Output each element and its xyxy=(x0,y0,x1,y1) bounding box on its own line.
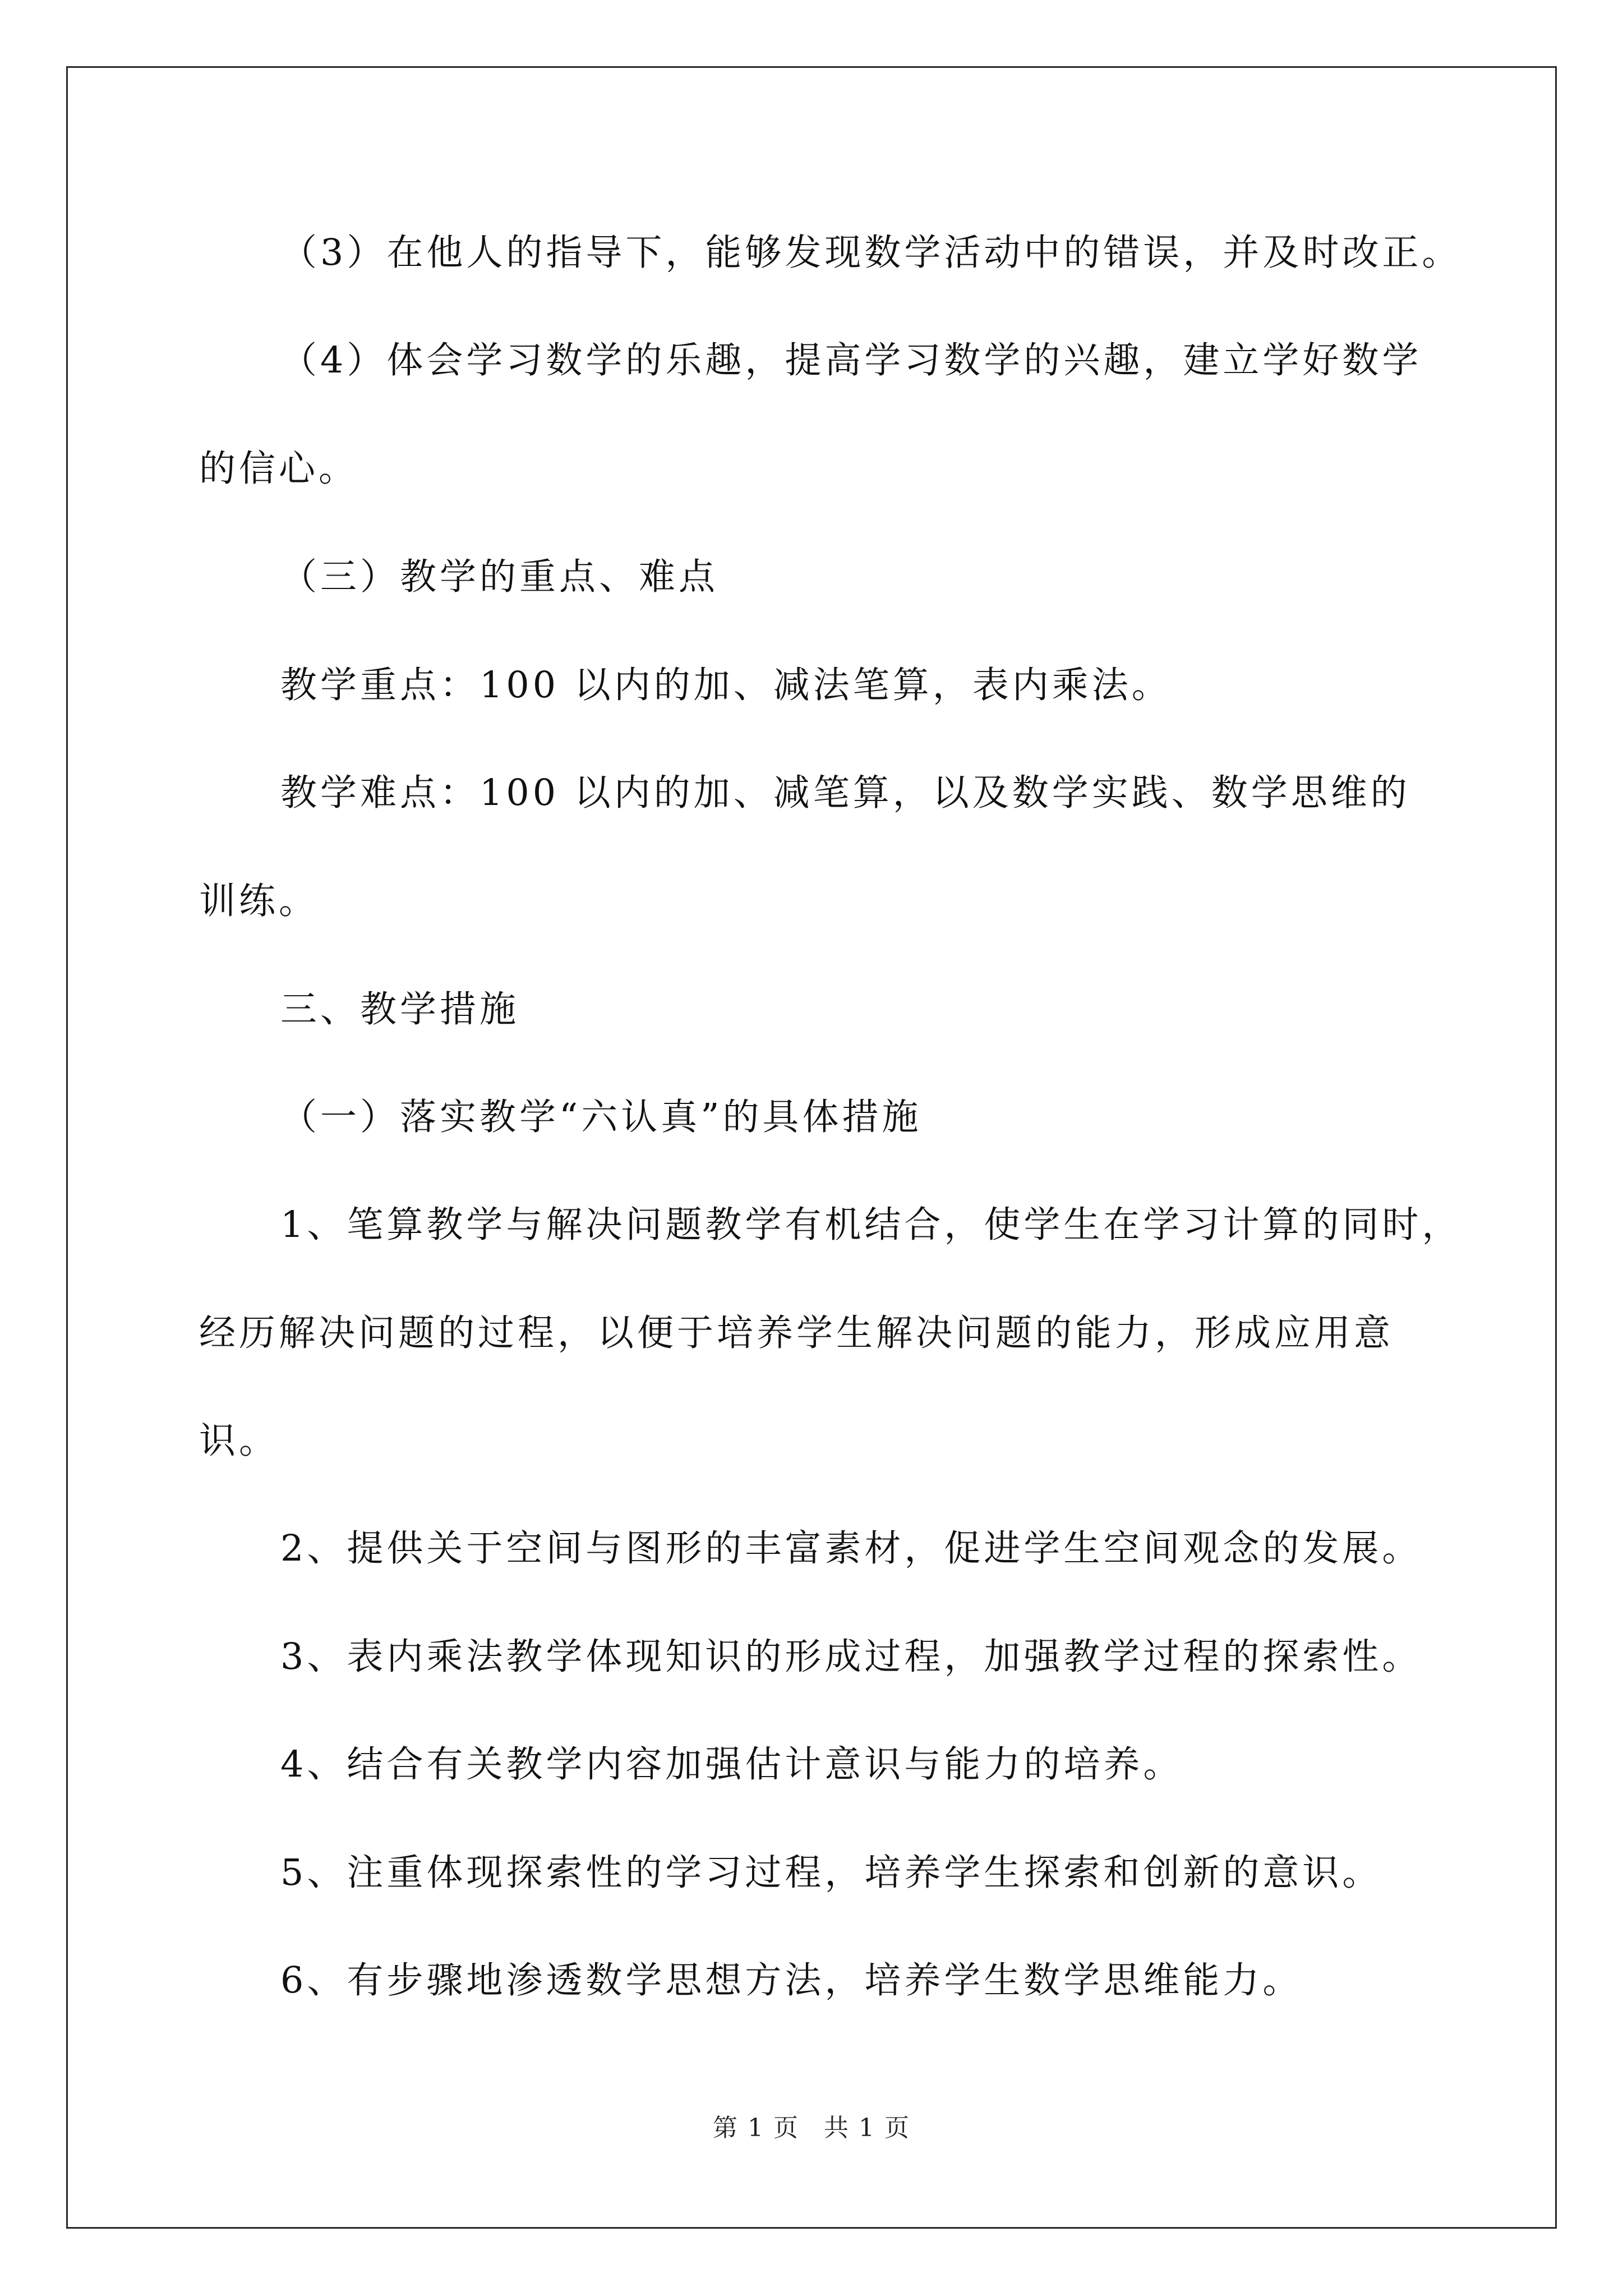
section-heading: （三）教学的重点、难点 xyxy=(280,556,719,598)
paragraph-line: 3、表内乘法教学体现知识的形成过程，加强教学过程的探索性。 xyxy=(280,1636,1422,1678)
paragraph-line: 识。 xyxy=(199,1420,279,1462)
paragraph-line: （4）体会学习数学的乐趣，提高学习数学的兴趣，建立学好数学 xyxy=(280,339,1422,381)
paragraph-line: 经历解决问题的过程，以便于培养学生解决问题的能力，形成应用意 xyxy=(199,1312,1394,1354)
paragraph-line: 4、结合有关教学内容加强估计意识与能力的培养。 xyxy=(280,1743,1183,1786)
paragraph-line: 6、有步骤地渗透数学思想方法，培养学生数学思维能力。 xyxy=(280,1959,1303,2001)
paragraph-line: 1、笔算教学与解决问题教学有机结合，使学生在学习计算的同时， xyxy=(280,1204,1462,1246)
paragraph-line: 教学重点：100 以内的加、减法笔算，表内乘法。 xyxy=(280,664,1172,706)
section-heading: （一）落实教学“六认真”的具体措施 xyxy=(280,1096,922,1138)
paragraph-line: 2、提供关于空间与图形的丰富素材，促进学生空间观念的发展。 xyxy=(280,1527,1422,1570)
paragraph-line: （3）在他人的指导下，能够发现数学活动中的错误，并及时改正。 xyxy=(280,232,1462,274)
page-total: 共 1 页 xyxy=(824,2114,910,2142)
section-heading: 三、教学措施 xyxy=(280,988,520,1030)
paragraph-line: 教学难点：100 以内的加、减笔算，以及数学实践、数学思维的 xyxy=(280,772,1410,814)
page-number: 第 1 页 xyxy=(713,2114,799,2142)
paragraph-line: 训练。 xyxy=(199,880,319,922)
page-footer xyxy=(0,2108,1623,2143)
paragraph-line: 的信心。 xyxy=(199,448,359,490)
paragraph-line: 5、注重体现探索性的学习过程，培养学生探索和创新的意识。 xyxy=(280,1852,1382,1894)
